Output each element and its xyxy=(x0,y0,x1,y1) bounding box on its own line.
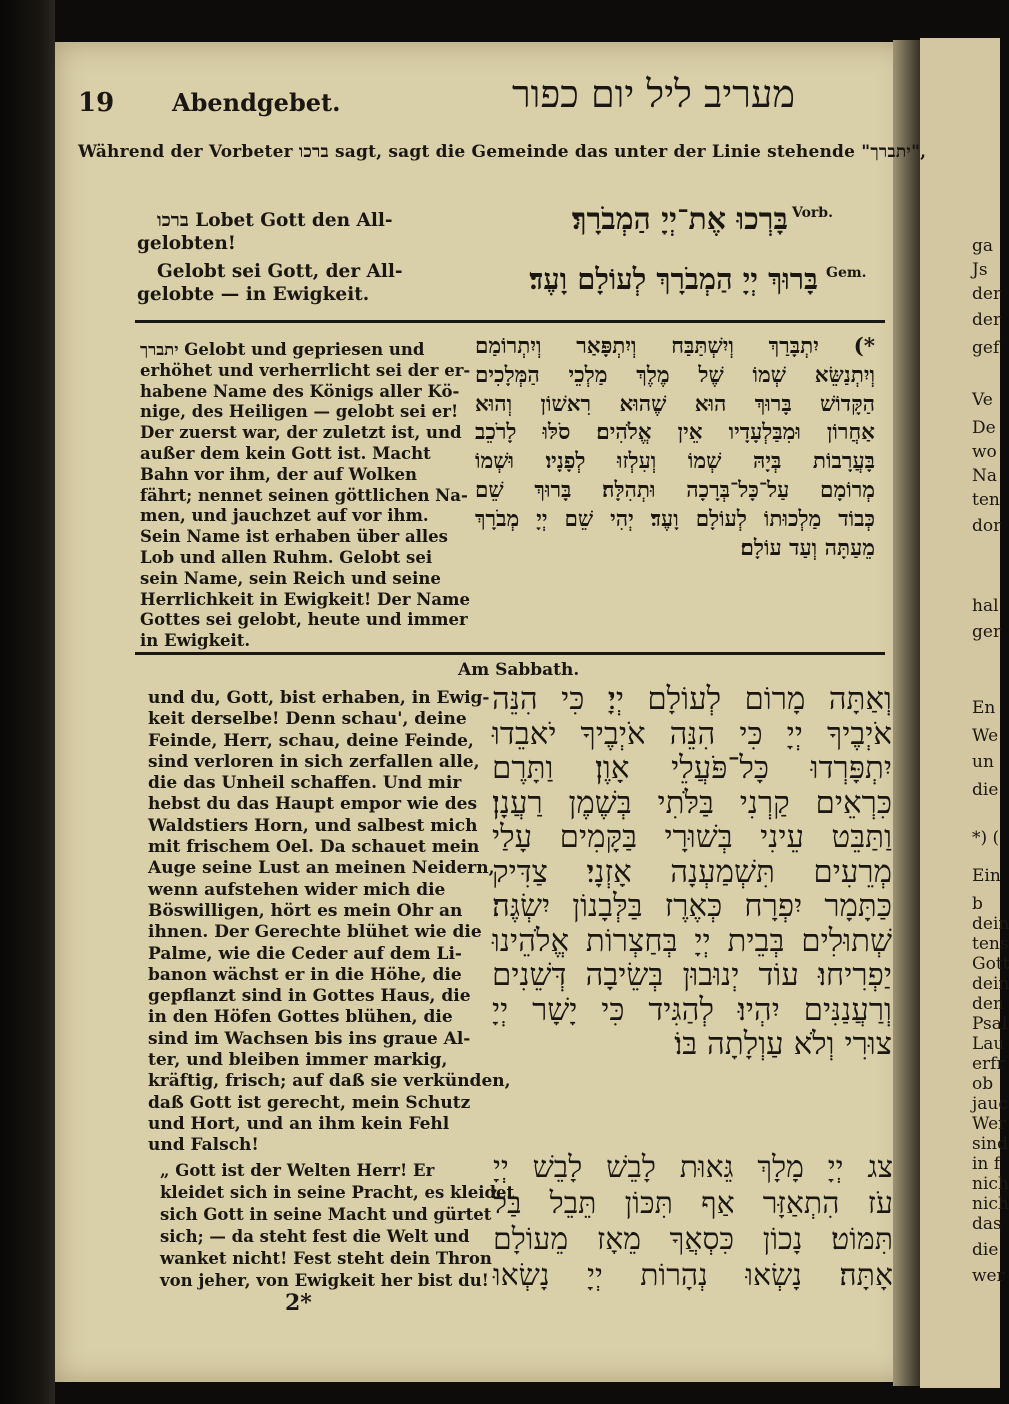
yitbarach-german-line: sein Name, sein Reich und seine xyxy=(140,568,441,588)
facing-page-fragment: b xyxy=(972,894,983,914)
section-divider xyxy=(135,652,885,655)
psalm93-german-line: „ Gott ist der Welten Herr! Er xyxy=(160,1161,435,1180)
facing-page-fragment: dein xyxy=(972,914,1009,934)
facing-page-fragment: nich xyxy=(972,1174,1009,1194)
book-binding xyxy=(0,0,55,1404)
psalm92-german-line: Feinde, Herr, schau, deine Feinde, xyxy=(148,730,474,751)
psalm92-german-line: sind im Wachsen bis ins graue Al- xyxy=(148,1028,471,1049)
yitbarach-german-line: Lob und allen Ruhm. Gelobt sei xyxy=(140,547,433,567)
page-number: 19 xyxy=(78,88,115,118)
facing-page-fragment: Js xyxy=(972,260,988,280)
facing-page-fragment: jauc xyxy=(972,1094,1008,1114)
page-title-hebrew: מעריב ליל יום כפור xyxy=(512,72,795,116)
psalm93-german-line: sich; — da steht fest die Welt und xyxy=(160,1227,470,1246)
facing-page-fragment: Lau xyxy=(972,1034,1005,1054)
facing-page-fragment: dor xyxy=(972,516,1002,536)
psalm92-german-line: in den Höfen Gottes blühen, die xyxy=(148,1007,453,1028)
psalm92-german-line: und Hort, und an ihm kein Fehl xyxy=(148,1113,450,1134)
yitbarach-german-line: Sein Name ist erhaben über alles xyxy=(140,527,448,547)
facing-page-fragment: tens xyxy=(972,934,1009,954)
psalm93-german-line: wanket nicht! Fest steht dein Thron xyxy=(160,1249,492,1268)
psalm92-german-line: sind verloren in sich zerfallen alle, xyxy=(148,751,480,772)
baruch-response-hebrew: בָּרוּךְ יְיָ הַמְבֹרָךְ לְעוֹלָם וָעֶד׃ xyxy=(529,262,818,296)
facing-page-fragment: ga xyxy=(972,236,994,256)
facing-page-fragment: wo xyxy=(972,442,997,462)
psalm92-hebrew-line: כַּתָּמָר יִפְרָח כְּאֶרֶז בַּלְּבָנוֹן יִשְׂגֶּה׃ xyxy=(492,888,892,924)
facing-page-fragment: sind xyxy=(972,1134,1008,1154)
facing-page-fragment: Ein xyxy=(972,866,1001,886)
psalm92-hebrew-line: וְאַתָּה מָרוֹם לְעוֹלָם יְיָ׃ כִּי הִנֵּה xyxy=(492,681,892,717)
facing-page-fragment: gef xyxy=(972,338,1000,358)
signature-mark: 2* xyxy=(285,1290,312,1316)
yitbarach-hebrew-line: וְיִתְנַשֵּׂא שְׁמוֹ שֶׁל מֶלֶךְ מַלְכֵי הַמְּלָכִים xyxy=(475,362,875,388)
psalm92-german-line: und Falsch! xyxy=(148,1135,259,1156)
barchu-german xyxy=(137,210,403,306)
yitbarach-hebrew-line: בָּעֲרָבוֹת בְּיָהּ שְׁמוֹ וְעִלְזוּ לְפָנָיו׃ וּשְׁמוֹ xyxy=(475,449,875,475)
yitbarach-german-line: fährt; nennet seinen göttlichen Na- xyxy=(140,485,468,505)
psalm93-hebrew-line: אָתָּה׃ נָשְׂאוּ נְהָרוֹת יְיָ נָשְׂאוּ xyxy=(493,1258,893,1293)
psalm92-german-line: mit frischem Oel. Da schauet mein xyxy=(148,837,480,858)
yitbarach-hebrew-line: מְרוֹמָם עַל־כָּל־בְּרָכָה וּתְהִלָּה׃ בָּרוּךְ שֵׁם xyxy=(475,477,875,503)
facing-page-fragment: Gott xyxy=(972,954,1009,974)
facing-page-fragment: in f xyxy=(972,1154,1001,1174)
psalm92-hebrew-line: וַתַּבֵּט עֵינִי בְּשׁוּרָי בַּקָּמִים עָלַי xyxy=(492,819,892,855)
psalm92-german-line: ter, und bleiben immer markig, xyxy=(148,1050,448,1071)
yitbarach-german-line: Der zuerst war, der zuletzt ist, und xyxy=(140,423,462,443)
yitbarach-german-line: men, und jauchzet auf vor ihm. xyxy=(140,506,429,526)
barchu-german-line: ברכו Lobet Gott den All- xyxy=(157,210,393,231)
yitbarach-german xyxy=(140,340,470,652)
psalm92-german-line: daß Gott ist gerecht, mein Schutz xyxy=(148,1092,471,1113)
yitbarach-hebrew-line: כְּבוֹד מַלְכוּתוֹ לְעוֹלָם וָעֶד׃ יְהִי שֵׁם יְיָ מְבֹרָךְ xyxy=(475,506,875,532)
psalm92-hebrew-line: שְׁתוּלִים בְּבֵית יְיָ בְּחַצְרוֹת אֱלֹהֵינוּ xyxy=(492,922,892,959)
barchu-hebrew: בָּרְכוּ אֶת־יְיָ הַמְבֹרָךְ׃ xyxy=(571,202,788,237)
facing-page-fragment: den xyxy=(972,994,1004,1014)
psalm92-german-line: ihnen. Der Gerechte blühet wie die xyxy=(148,922,482,943)
psalm92-german-line: Auge seine Lust an meinen Neidern, xyxy=(148,858,495,879)
facing-page-fragment: die xyxy=(972,1240,999,1260)
facing-page-fragment: Ve xyxy=(972,390,993,410)
gemeinde-label: Gem. xyxy=(826,265,867,281)
psalm92-german-line: die das Unheil schaffen. Und mir xyxy=(148,773,462,794)
yitbarach-hebrew-line: הַקָּדוֹשׁ בָּרוּךְ הוּא שֶׁהוּא רִאשׁוֹן וְהוּא xyxy=(475,391,875,417)
page-title-german: Abendgebet. xyxy=(172,88,341,117)
barchu-german-line: Gelobt sei Gott, der All- xyxy=(157,261,403,282)
psalm92-german-line: kräftig, frisch; auf daß sie verkünden, xyxy=(148,1071,511,1092)
psalm92-german-line: Palme, wie die Ceder auf dem Li- xyxy=(148,943,462,964)
section-divider xyxy=(135,320,885,323)
psalm92-hebrew-line: אֹיְבֶיךָ יְיָ כִּי הִנֵּה אֹיְבֶיךָ יֹאבֵדוּ xyxy=(492,715,892,752)
facing-page-fragment: nich xyxy=(972,1194,1009,1214)
psalm92-german-line: Böswilligen, hört es mein Ohr an xyxy=(148,900,463,921)
yitbarach-german-line: nige, des Heiligen — gelobt sei er! xyxy=(140,402,459,422)
yitbarach-german-line: יתברך Gelobt und gepriesen und xyxy=(140,340,425,359)
psalm92-german-line: keit derselbe! Denn schau', deine xyxy=(148,709,467,730)
psalm92-hebrew-line: כִּרְאֵים קַרְנִי בַּלֹּתִי בְּשֶׁמֶן רַעֲנָן׃ xyxy=(492,784,892,821)
book-gutter xyxy=(893,40,923,1386)
facing-page-fragment: der xyxy=(972,310,1002,330)
yitbarach-german-line: Bahn vor ihm, der auf Wolken xyxy=(140,464,418,484)
psalm93-hebrew-line: צג יְיָ מָלָךְ גֵּאוּת לָבֵשׁ לָבֵשׁ יְיָ xyxy=(493,1150,893,1185)
psalm92-german-line: banon wächst er in die Höhe, die xyxy=(148,964,462,985)
facing-page-fragment: der xyxy=(972,284,1002,304)
yitbarach-german-line: Gottes sei gelobt, heute und immer xyxy=(140,610,468,630)
psalm92-hebrew-line: וְרַעֲנַנִּים יִהְיוּ׃ לְהַגִּיד כִּי יָשָׁר יְיָ xyxy=(492,991,892,1028)
yitbarach-german-line: erhöhet und verherrlicht sei der er- xyxy=(140,360,471,380)
barchu-german-line: gelobten! xyxy=(137,232,236,254)
psalm93-german-line: von jeher, von Ewigkeit her bist du! xyxy=(160,1271,489,1290)
psalm92-hebrew xyxy=(492,682,892,1062)
psalm93-german xyxy=(160,1160,514,1292)
facing-page-fragment: un xyxy=(972,752,994,772)
yitbarach-hebrew-line: *) יִתְבָּרַךְ וְיִשְׁתַּבַּח וְיִתְפָּאַר וְיִתְרוֹמַם xyxy=(475,334,875,359)
psalm93-german-line: sich Gott in seine Macht und gürtet xyxy=(160,1205,492,1224)
facing-page-fragment: dein xyxy=(972,974,1009,994)
psalm93-german-line: kleidet sich in seine Pracht, es kleidet xyxy=(160,1183,515,1202)
facing-page-fragment: Wer xyxy=(972,1114,1007,1134)
psalm93-hebrew xyxy=(493,1150,893,1294)
vorbeter-label: Vorb. xyxy=(792,205,833,221)
facing-page-fragment: En xyxy=(972,698,996,718)
facing-page-fragment: We xyxy=(972,726,999,746)
facing-page-fragment: De xyxy=(972,418,996,438)
psalm92-hebrew-line: יַפְרִיחוּ׃ עוֹד יְנוּבוּן בְּשֵׂיבָה דְּשֵׁנִים xyxy=(492,957,892,993)
psalm92-german-line: und du, Gott, bist erhaben, in Ewig- xyxy=(148,688,490,708)
psalm92-hebrew-line: מְרֵעִים תִּשְׁמַעְנָה אָזְנָי׃ צַדִּיק xyxy=(492,853,892,890)
facing-page-fragment: die xyxy=(972,780,999,800)
psalm92-german-line: gepflanzt sind in Gottes Haus, die xyxy=(148,986,471,1007)
yitbarach-hebrew xyxy=(475,333,875,563)
psalm92-german-line: Waldstiers Horn, und salbest mich xyxy=(148,815,478,836)
yitbarach-hebrew-line: מֵעַתָּה וְעַד עוֹלָם׃ xyxy=(740,535,875,561)
facing-page-fragment: ob xyxy=(972,1074,994,1094)
yitbarach-german-line: in Ewigkeit. xyxy=(140,631,251,651)
psalm92-german-line: wenn aufstehen wider mich die xyxy=(148,879,446,900)
sabbath-heading: Am Sabbath. xyxy=(458,660,580,680)
facing-page-fragment: ger xyxy=(972,622,1002,642)
barchu-german-line: gelobte — in Ewigkeit. xyxy=(137,283,370,305)
psalm93-hebrew-line: עֹז הִתְאַזָּר אַף תִּכּוֹן תֵּבֵל בַּל xyxy=(493,1186,893,1221)
psalm93-hebrew-line: תִּמּוֹט׃ נָכוֹן כִּסְאֲךָ מֵאָז מֵעוֹלָם xyxy=(493,1222,893,1257)
facing-page-fragment: wer xyxy=(972,1266,1005,1286)
psalm92-hebrew-line: יִתְפָּרְדוּ כָּל־פֹּעֲלֵי אָוֶן׃ וַתָּרֶם xyxy=(492,750,892,786)
psalm92-german-line: hebst du das Haupt empor wie des xyxy=(148,794,478,815)
facing-page xyxy=(920,38,1009,1388)
yitbarach-german-line: habene Name des Königs aller Kö- xyxy=(140,381,460,401)
yitbarach-german-line: außer dem kein Gott ist. Macht xyxy=(140,443,431,463)
facing-page-fragment: ten xyxy=(972,490,1000,510)
psalm92-german xyxy=(148,688,511,1157)
psalm92-hebrew-line: צוּרִי וְלֹא עַוְלָתָה בּוֹ׃ xyxy=(674,1026,892,1062)
yitbarach-hebrew-line: אַחֲרוֹן וּמִבַּלְעָדָיו אֵין אֱלֹהִים׃ סֹלּוּ לָרֹכֵב xyxy=(475,420,875,446)
instruction-line: Während der Vorbeter ברכו sagt, sagt die Gemeinde das unter der Linie stehende "יתברך", xyxy=(78,142,927,162)
yitbarach-german-line: Herrlichkeit in Ewigkeit! Der Name xyxy=(140,589,470,609)
facing-page-fragment: hal xyxy=(972,596,999,616)
facing-page-fragment: das xyxy=(972,1214,1002,1234)
facing-page-fragment: erfr xyxy=(972,1054,1005,1074)
facing-page-fragment: *) ( xyxy=(972,828,1000,848)
facing-page-fragment: Psal xyxy=(972,1014,1008,1034)
facing-page-fragment: Na xyxy=(972,466,998,486)
